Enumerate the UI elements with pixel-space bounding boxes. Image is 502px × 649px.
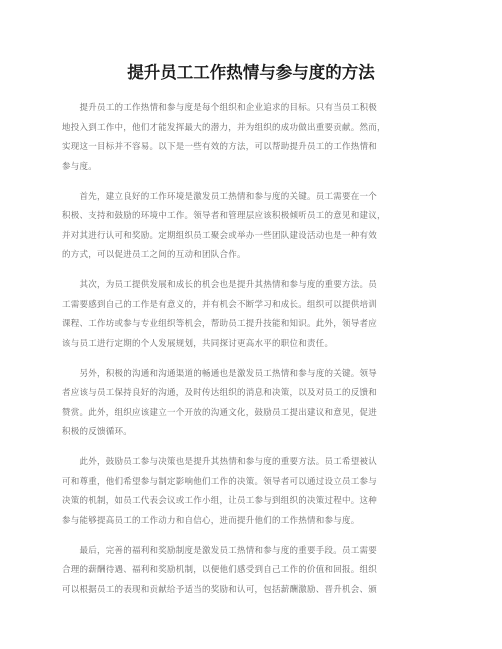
- paragraph-line: 最后，完善的福利和奖励制度是激发员工热情和参与度的重要手段。员工需要: [62, 545, 378, 556]
- paragraph-line: 的方式，可以促进员工之间的互动和团队合作。: [62, 250, 246, 260]
- document-title: 提升员工工作热情与参与度的方法: [127, 63, 375, 82]
- paragraph-line: 提升员工的工作热情和参与度是每个组织和企业追求的目标。只有当员工积极: [62, 103, 378, 113]
- paragraph-line: 积极的反馈循环。: [62, 427, 133, 437]
- paragraph-line: 积极、支持和鼓励的环境中工作。领导者和管理层应该积极倾听员工的意见和建议，: [62, 211, 386, 221]
- paragraph-line: 该与员工进行定期的个人发展规划，共同探讨更高水平的职位和责任。: [62, 338, 334, 349]
- paragraph-4: [62, 365, 440, 443]
- paragraph-line: 此外，鼓励员工参与决策也是提升其热情和参与度的重要方法。员工希望被认: [62, 457, 378, 467]
- paragraph-line: 者应该与员工保持良好的沟通，及时传达组织的消息和决策，以及对员工的反馈和: [62, 388, 378, 398]
- paragraph-5: [62, 453, 440, 531]
- paragraph-line: 实现这一目标并不容易。以下是一些有效的方法，可以帮助提升员工的工作热情和: [62, 142, 378, 152]
- paragraph-line: 课程、工作坊或参与专业组织等机会，帮助员工提升技能和知识。此外，领导者应: [62, 319, 378, 329]
- paragraph-2: [62, 188, 440, 266]
- paragraph-line: 首先，建立良好的工作环境是激发员工热情和参与度的关键。员工需要在一个: [62, 191, 378, 202]
- paragraph-3: [62, 276, 440, 354]
- paragraph-1: [62, 99, 440, 177]
- paragraph-6: [62, 542, 440, 601]
- paragraph-line: 决策的机制，如员工代表会议或工作小组，让员工参与到组织的决策过程中。这种: [62, 496, 378, 506]
- document-body: [62, 99, 440, 611]
- paragraph-line: 地投入到工作中，他们才能发挥最大的潜力，并为组织的成功做出重要贡献。然而，: [62, 122, 386, 133]
- paragraph-line: 并对其进行认可和奖励。定期组织员工聚会或举办一些团队建设活动也是一种有效: [62, 230, 378, 241]
- paragraph-line: 赞赏。此外，组织应该建立一个开放的沟通文化，鼓励员工提出建议和意见，促进: [62, 407, 378, 418]
- paragraph-line: 另外，积极的沟通和沟通渠道的畅通也是激发员工热情和参与度的关键。领导: [62, 368, 378, 379]
- paragraph-line: 工需要感到自己的工作是有意义的，并有机会不断学习和成长。组织可以提供培训: [62, 299, 378, 310]
- paragraph-line: 可以根据员工的表现和贡献给予适当的奖励和认可，包括薪酬激励、晋升机会、颁: [62, 584, 378, 595]
- paragraph-line: 其次，为员工提供发展和成长的机会也是提升其热情和参与度的重要方法。员: [62, 280, 378, 290]
- paragraph-line: 参与度。: [62, 161, 98, 172]
- paragraph-line: 参与能够提高员工的工作动力和自信心，进而提升他们的工作热情和参与度。: [62, 515, 360, 526]
- paragraph-line: 可和尊重，他们希望参与制定影响他们工作的决策。领导者可以通过设立员工参与: [62, 476, 378, 487]
- paragraph-line: 合理的薪酬待遇、福利和奖励机制，以便他们感受到自己工作的价值和回报。组织: [62, 565, 378, 575]
